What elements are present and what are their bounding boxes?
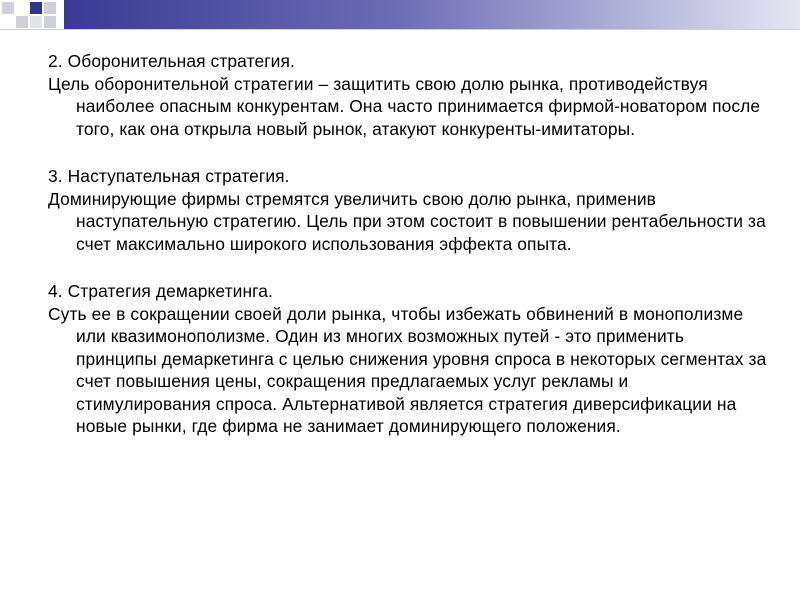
decor-square (2, 16, 14, 28)
header-divider (0, 29, 800, 30)
section-body-defensive: Цель оборонительной стратегии – защитить свою долю рынка, противодействуя наиболее опасным конкурентам. Она часто принимается фирмой-новатором после того, как она открыла новый рынок, атакуют конкуренты-имитаторы. (48, 73, 761, 139)
decor-square (30, 2, 42, 14)
decor-square (16, 2, 28, 14)
decor-square (30, 16, 42, 28)
decor-square (2, 2, 14, 14)
slide-content (48, 50, 768, 463)
section-heading-defensive: 2. Оборонительная стратегия. (48, 51, 295, 71)
section-body-demarketing: Суть ее в сокращении своей доли рынка, чтобы избежать обвинений в монополизме или квазимонополизме. Один из многих возможных путей - это применить принципы демаркетинга с целью снижения уровня спроса в некоторых сегментах за счет повышения цены, сокращения предлагаемых услуг рекламы и стимулирования спроса. Альтернативой является стратегия диверсификации на новые рынки, где фирма не занимает доминирующего положения. (48, 303, 767, 436)
decor-square (16, 16, 28, 28)
header-decoration (0, 0, 800, 30)
section-heading-demarketing: 4. Стратегия демаркетинга. (48, 281, 273, 301)
decor-square (44, 16, 56, 28)
section-heading-offensive: 3. Наступательная стратегия. (48, 166, 290, 186)
decor-square (44, 2, 56, 14)
header-gradient-bar (64, 0, 800, 30)
section-body-offensive: Доминирующие фирмы стремятся увеличить свою долю рынка, применив наступательную стратегию. Цель при этом состоит в повышении рентабельности за счет максимально широкого использования эффекта опыта. (48, 188, 766, 254)
